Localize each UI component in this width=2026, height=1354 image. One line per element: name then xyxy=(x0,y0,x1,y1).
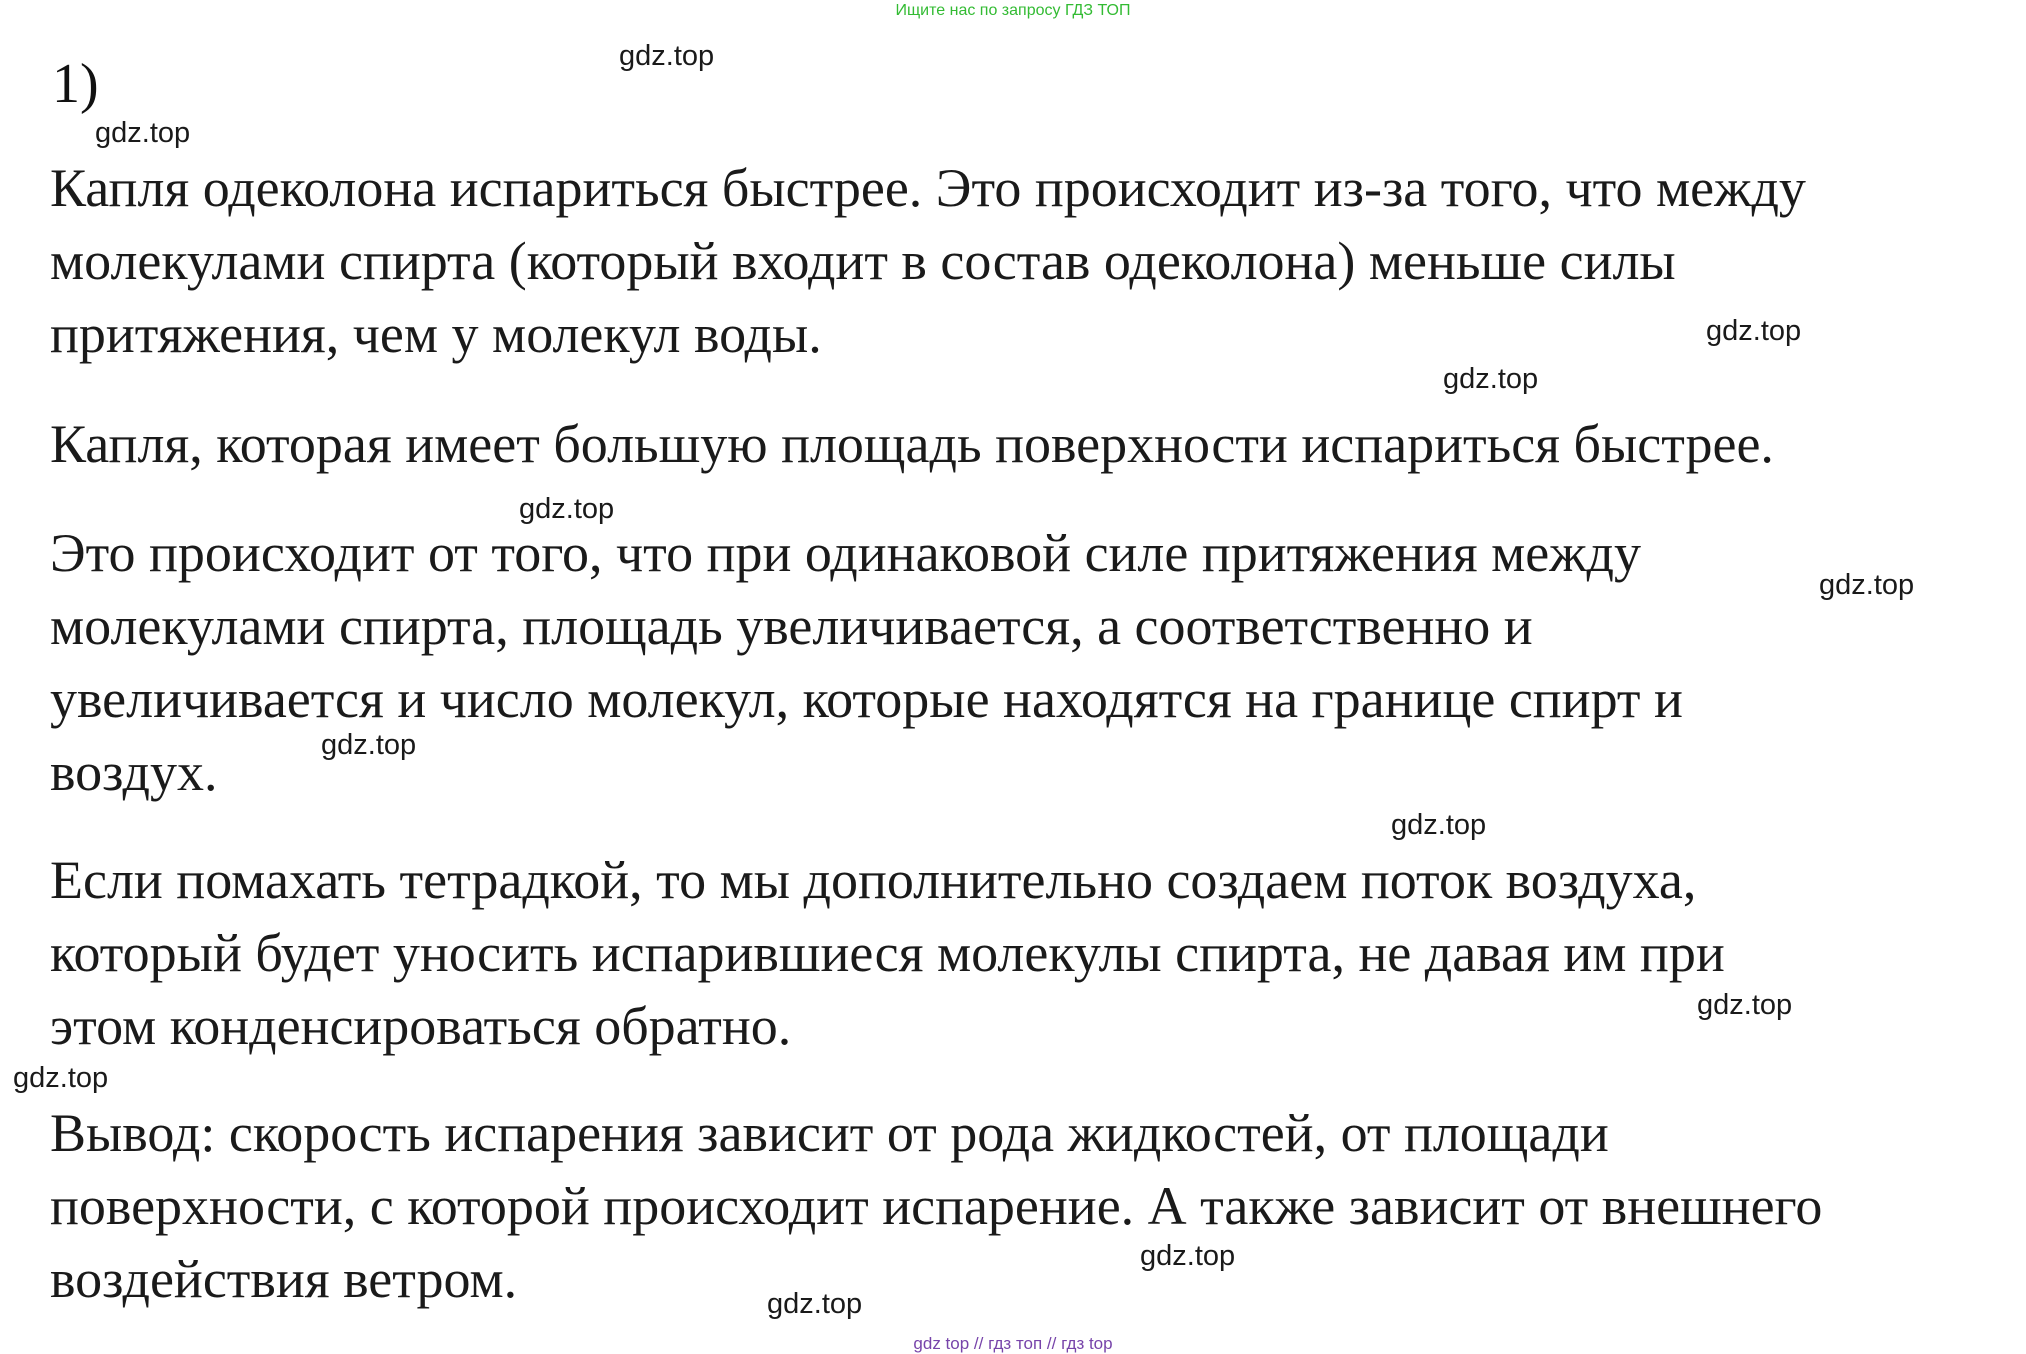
paragraph-5 xyxy=(50,1097,2010,1316)
paragraph-line: Если помахать тетрадкой, то мы дополнительно создаем поток воздуха, xyxy=(50,850,1697,910)
paragraph-line: молекулами спирта, площадь увеличивается, а соответственно и xyxy=(50,596,1533,656)
watermark: gdz.top xyxy=(1140,1240,1236,1272)
paragraph-line: Капля одеколона испариться быстрее. Это происходит из-за того, что между xyxy=(50,158,1806,218)
paragraph-line: воздух. xyxy=(50,742,218,802)
paragraph-line: увеличивается и число молекул, которые находятся на границе спирт и xyxy=(50,669,1683,729)
watermark: gdz.top xyxy=(519,493,615,525)
paragraph-4 xyxy=(50,844,2010,1063)
paragraph-line: Вывод: скорость испарения зависит от рода жидкостей, от площади xyxy=(50,1103,1609,1163)
watermark: gdz.top xyxy=(767,1288,863,1320)
watermark: gdz.top xyxy=(1819,569,1915,601)
watermark: gdz.top xyxy=(95,117,191,149)
watermark: gdz.top xyxy=(1391,809,1487,841)
watermark: gdz.top xyxy=(13,1062,109,1094)
watermark: gdz.top xyxy=(619,40,715,72)
watermark: gdz.top xyxy=(1697,989,1793,1021)
paragraph-line: поверхности, с которой происходит испарение. А также зависит от внешнего xyxy=(50,1176,1823,1236)
paragraph-line: этом конденсироваться обратно. xyxy=(50,996,792,1056)
top-banner: Ищите нас по запросу ГДЗ ТОП xyxy=(895,2,1131,19)
paragraph-2 xyxy=(50,408,2010,481)
paragraph-line: воздействия ветром. xyxy=(50,1249,518,1309)
footer-links: gdz top // гдз топ // гдз top xyxy=(913,1334,1113,1353)
watermark: gdz.top xyxy=(1706,315,1802,347)
paragraph-line: притяжения, чем у молекул воды. xyxy=(50,304,822,364)
paragraph-line: Капля, которая имеет большую площадь поверхности испариться быстрее. xyxy=(50,414,1774,474)
paragraph-line: молекулами спирта (который входит в состав одеколона) меньше силы xyxy=(50,231,1676,291)
paragraph-line: который будет уносить испарившиеся молекулы спирта, не давая им при xyxy=(50,923,1725,983)
paragraph-3 xyxy=(50,517,2010,809)
watermark: gdz.top xyxy=(1443,363,1539,395)
watermark: gdz.top xyxy=(321,729,417,761)
answer-number: 1) xyxy=(52,53,99,115)
paragraph-line: Это происходит от того, что при одинаковой силе притяжения между xyxy=(50,523,1641,583)
